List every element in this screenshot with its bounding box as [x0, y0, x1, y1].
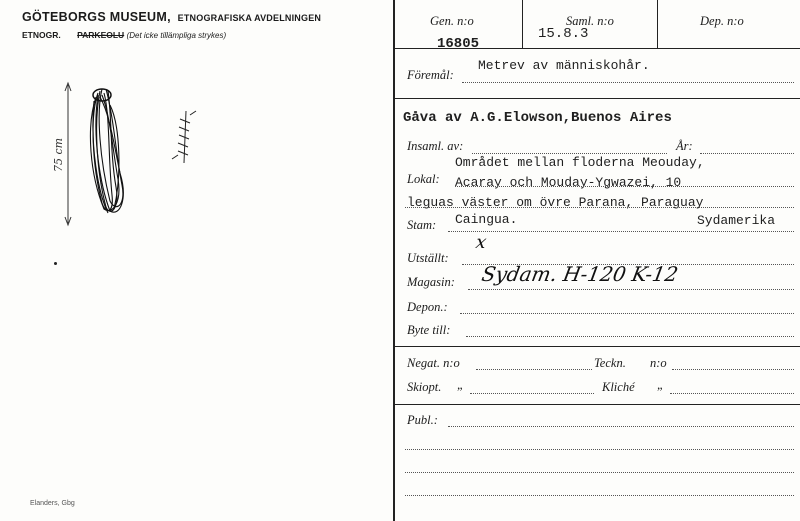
lokal-label: Lokal: — [407, 172, 440, 186]
depon-dotted-line — [460, 313, 794, 314]
foremal-label: Föremål: — [407, 68, 454, 82]
lokal-dotted-2 — [405, 207, 794, 208]
saml-value: 15.8.3 — [538, 26, 589, 42]
skiopt-ditto: „ — [457, 378, 464, 392]
negat-dotted-line — [476, 369, 592, 370]
insaml-dotted-line — [472, 153, 667, 154]
region-value: Sydamerika — [697, 213, 776, 228]
card-left-border — [393, 0, 395, 521]
teckn-label: Teckn. — [594, 356, 626, 370]
header-divider-1 — [522, 0, 523, 48]
rule-before-publ — [394, 404, 800, 405]
stam-dotted-line — [448, 231, 794, 232]
lokal-dotted-1 — [455, 186, 794, 187]
ar-dotted-line — [700, 153, 794, 154]
skiopt-label: Skiopt. — [407, 380, 442, 394]
kliche-dotted-line — [670, 393, 794, 394]
stam-value: Caingua. — [455, 212, 518, 227]
kliche-ditto: „ — [657, 378, 664, 392]
teckn-dotted-line — [672, 369, 794, 370]
foremal-dotted-line — [462, 82, 794, 83]
museum-title — [22, 10, 321, 24]
utstallt-label: Utställt: — [407, 251, 449, 265]
publ-dotted-3 — [405, 472, 794, 473]
publ-dotted-4 — [405, 495, 794, 496]
depon-label: Depon.: — [407, 300, 448, 314]
insaml-label: Insaml. av: — [407, 139, 464, 153]
lokal-line-1: Området mellan floderna Meouday, — [455, 155, 705, 170]
magasin-label: Magasin: — [407, 275, 455, 289]
utstallt-mark: x — [474, 232, 489, 253]
museum-name: GÖTEBORGS MUSEUM, — [22, 10, 171, 24]
donor-line: Gåva av A.G.Elowson,Buenos Aires — [403, 110, 672, 126]
measure-label: 75 cm — [52, 137, 65, 173]
dep-label: Dep. n:o — [700, 14, 744, 28]
ar-label: År: — [676, 139, 693, 153]
ink-dot — [54, 262, 57, 265]
kliche-label: Kliché — [602, 380, 635, 394]
rule-after-foremal — [394, 98, 800, 99]
object-sketch — [50, 75, 210, 235]
stam-label: Stam: — [407, 218, 437, 232]
gen-label: Gen. n:o — [430, 14, 474, 28]
teckn-no-label: n:o — [650, 356, 667, 370]
publ-dotted-1 — [448, 426, 794, 427]
gen-value: 16805 — [437, 36, 480, 52]
printer-credit: Elanders, Gbg — [30, 500, 75, 507]
rule-before-negat — [394, 346, 800, 347]
strike-note: (Det icke tillämpliga strykes) — [126, 31, 227, 40]
publ-dotted-2 — [405, 449, 794, 450]
lokal-line-2: Acaray och Mouday-Ygwazei, 10 — [455, 175, 682, 190]
skiopt-dotted-line — [470, 393, 594, 394]
foremal-value: Metrev av människohår. — [478, 58, 650, 73]
magasin-value: Sydam. H-120 K-12 — [479, 262, 680, 286]
byte-dotted-line — [466, 336, 794, 337]
struck-word: PARKEOLU — [77, 30, 125, 40]
magasin-dotted-line — [468, 289, 794, 290]
section-line — [22, 30, 226, 40]
byte-label: Byte till: — [407, 323, 451, 337]
section-name: ETNOGR. — [22, 30, 61, 40]
lokal-line-3: leguas väster om övre Parana, Paraguay — [407, 195, 704, 210]
negat-label: Negat. n:o — [407, 356, 460, 370]
header-divider-2 — [657, 0, 658, 48]
publ-label: Publ.: — [407, 413, 438, 427]
saml-label: Saml. n:o — [566, 14, 614, 28]
department-name: ETNOGRAFISKA AVDELNINGEN — [177, 13, 322, 23]
